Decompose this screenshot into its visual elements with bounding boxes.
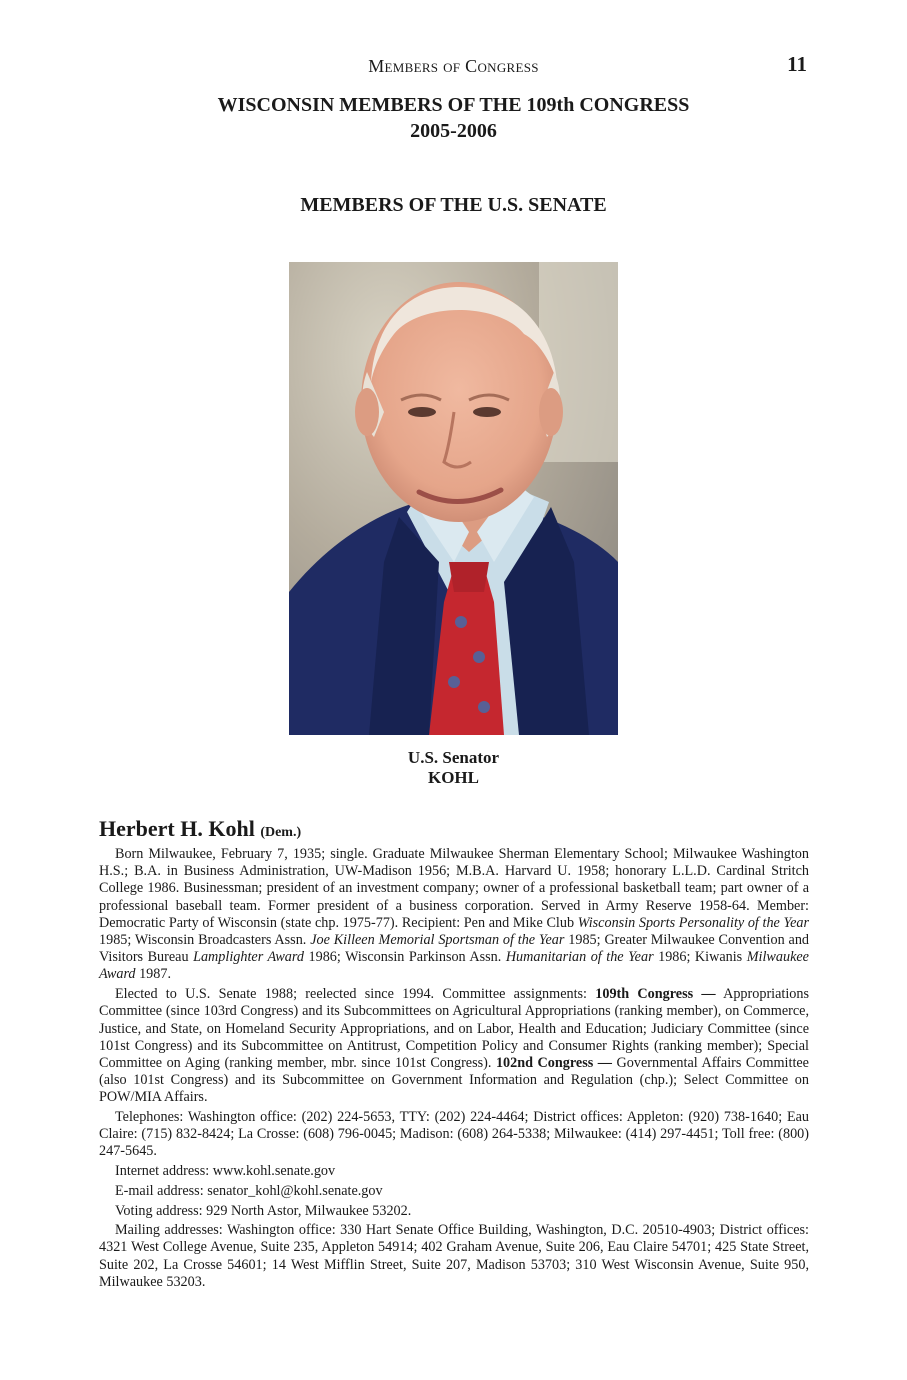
bio-paragraph-background (99, 846, 809, 984)
award-title: Joe Killeen Memorial Sportsman of the Year (310, 932, 565, 949)
bio-paragraph-internet: Internet address: www.kohl.senate.gov (115, 1163, 336, 1180)
award-title: Humanitarian of the Year (505, 949, 654, 966)
bio-text: Appropriations Committee (since 103rd Congress) and its Subcommittees on Agricultural Appropriations (ranking member), on Commerce, Justice, and State, on Homeland Security Appropriations, and on Labor, Health and Education; Judiciary Committee (since 101st Congress) and its Subcommittee on Antitrust, Competition Policy and Consumer Rights (ranking member); Special Committee on Aging (ranking member, mbr. since 101st Congress). (99, 986, 809, 1071)
page-number: 11 (787, 52, 807, 76)
bio-paragraph-telephones: Telephones: Washington office: (202) 224-5653, TTY: (202) 224-4464; District offices: Appleton: (920) 738-1640; Eau Claire: (715) 832-8424; La Crosse: (608) 796-0045; Madison: (608) 264-5338; Milwaukee: (414) 297-4451; Toll free: (800) 247-5645. (99, 1109, 809, 1160)
portrait-caption (0, 748, 907, 788)
congress-label: 109th Congress — (595, 986, 716, 1003)
member-party: (Dem.) (260, 825, 302, 840)
bio-text: Elected to U.S. Senate 1988; reelected since 1994. Committee assignments: (115, 986, 596, 1003)
bio-text: 1985; Wisconsin Broadcasters Assn. (99, 932, 311, 949)
award-title: Lamplighter Award (193, 949, 304, 966)
portrait-caption-name: KOHL (427, 768, 479, 787)
page-title-line2: 2005-2006 (410, 120, 497, 142)
bio-paragraph-mailing-addresses: Mailing addresses: Washington office: 330 Hart Senate Office Building, Washington, D.C. 20510-4903; District offices: 4321 West College Avenue, Suite 235, Appleton 54914; 402 Graham Avenue, Suite 206, Eau Claire 54701; 425 State Street, Suite 202, La Crosse 54601; 14 West Mifflin Street, Suite 207, Madison 53703; 310 West Wisconsin Avenue, Suite 950, Milwaukee 53203. (99, 1222, 809, 1290)
award-title: Milwaukee Award (99, 949, 809, 983)
bio-text: 1987. (135, 966, 171, 983)
bio-paragraph-voting-address: Voting address: 929 North Astor, Milwaukee 53202. (115, 1202, 412, 1219)
bio-paragraph-email: E-mail address: senator_kohl@kohl.senate.gov (115, 1182, 383, 1199)
running-head-text: Members of Congress (368, 56, 539, 76)
running-head (0, 56, 907, 77)
bio-text: Governmental Affairs Committee (also 101st Congress) and its Subcommittee on Government Information and Regulation (chp.); Select Committee on POW/MIA Affairs. (99, 1054, 809, 1106)
bio-paragraph-committees (99, 986, 809, 1106)
member-name: Herbert H. Kohl (99, 816, 255, 841)
bio-text: Born Milwaukee, February 7, 1935; single. Graduate Milwaukee Sherman Elementary School; Milwaukee Washington H.S.; B.A. in Business Administration, UW-Madison 1956; M.B.A. Harvard U. 1958; honorary L.L.D. Cardinal Stritch College 1986. Businessman; president of an investment company; owner of a professional basketball team; part owner of a professional baseball team. Former president of a business corporation. Served in Army Reserve 1958-64. Member: Democratic Party of Wisconsin (state chp. 1975-77). Recipient: Pen and Mike Club (99, 846, 809, 931)
bio-text: 1986; Wisconsin Parkinson Assn. (304, 949, 506, 966)
page-title-line1: WISCONSIN MEMBERS OF THE 109th CONGRESS (217, 94, 690, 116)
page-title (0, 92, 907, 144)
senator-portrait-photo (289, 262, 618, 735)
bio-text: 1985; Greater Milwaukee Convention and Visitors Bureau (99, 932, 810, 966)
member-name-heading (99, 816, 301, 842)
portrait-caption-title: U.S. Senator (407, 748, 500, 767)
bio-text: 1986; Kiwanis (653, 949, 747, 966)
member-biography (99, 846, 809, 1294)
section-title: MEMBERS OF THE U.S. SENATE (300, 194, 607, 216)
award-title: Wisconsin Sports Personality of the Year (577, 914, 809, 931)
congress-label: 102nd Congress — (495, 1054, 612, 1071)
